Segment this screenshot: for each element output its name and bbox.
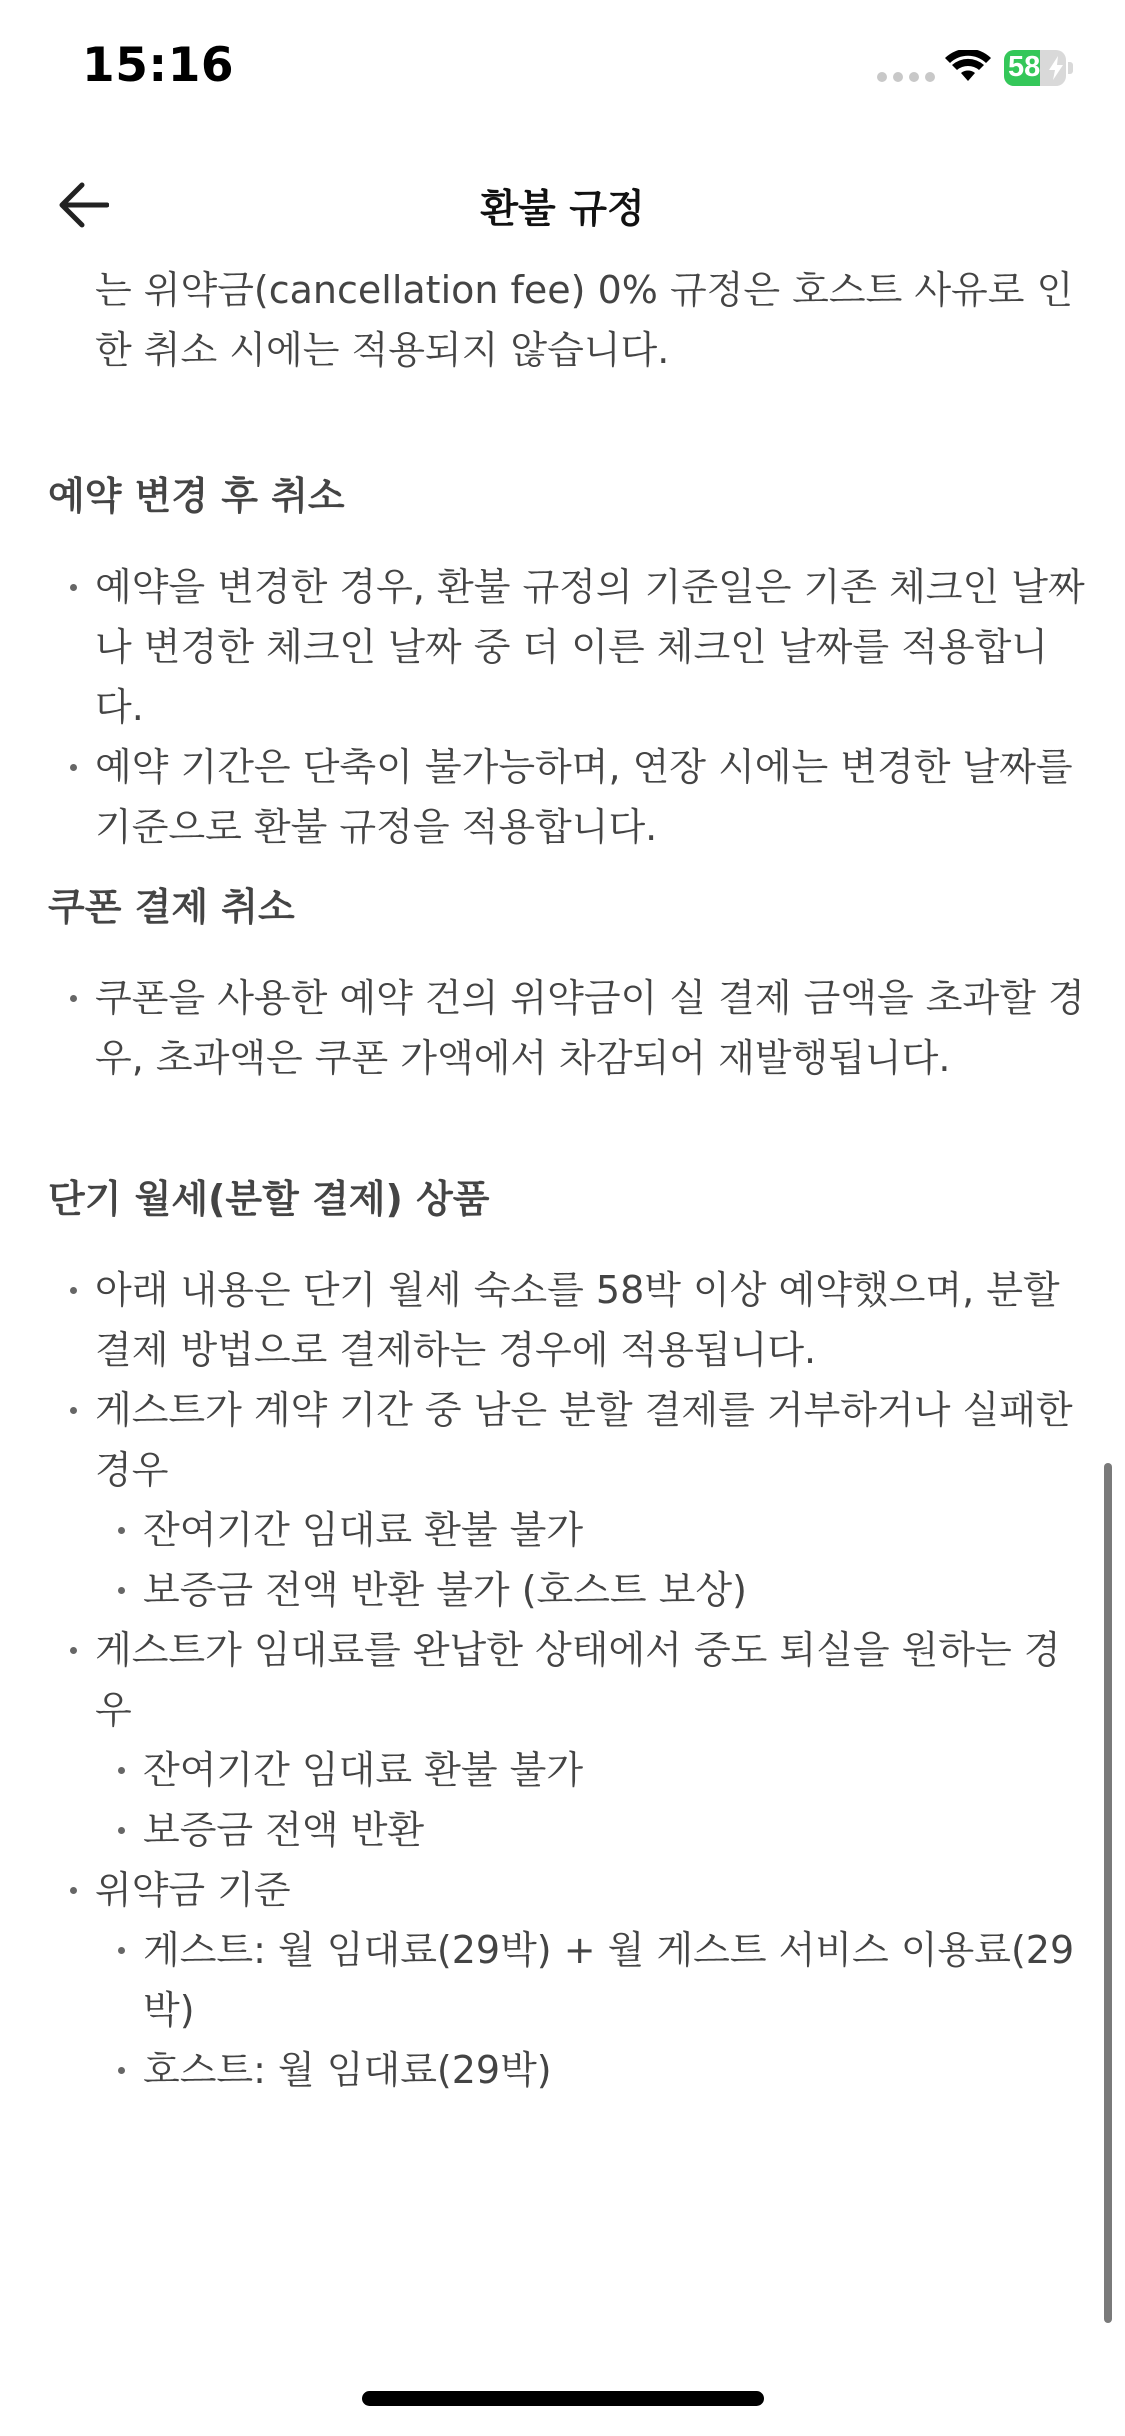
home-indicator[interactable] [362,2391,764,2406]
bullet-list [0,557,1125,857]
bolt-icon [1048,56,1064,80]
bullet-list [0,968,1125,1088]
sub-list-item: 호스트: 월 임대료(29박) [0,2040,1125,2100]
battery-charging-icon [1004,50,1074,86]
list-item: 게스트가 계약 기간 중 남은 분할 결제를 거부하거나 실패한 경우 [0,1380,1125,1500]
battery-percentage: 58 [1008,51,1041,83]
wifi-icon [944,50,992,84]
sub-list-item: 보증금 전액 반환 불가 (호스트 보상) [0,1560,1125,1620]
list-item: 예약을 변경한 경우, 환불 규정의 기준일은 기존 체크인 날짜나 변경한 체크인 날짜 중 더 이른 체크인 날짜를 적용합니다. [0,557,1125,737]
sub-list-item: 잔여기간 임대료 환불 불가 [0,1500,1125,1560]
signal-dots-icon [877,72,935,82]
section-title: 예약 변경 후 취소 [48,474,345,518]
status-time: 15:16 [82,38,235,93]
section-title: 쿠폰 결제 취소 [48,885,295,929]
sub-list-item: 게스트: 월 임대료(29박) + 월 게스트 서비스 이용료(29박) [0,1920,1125,2040]
list-item: 게스트가 임대료를 완납한 상태에서 중도 퇴실을 원하는 경우 [0,1620,1125,1740]
list-item: 예약 기간은 단축이 불가능하며, 연장 시에는 변경한 날짜를 기준으로 환불 규정을 적용합니다. [0,737,1125,857]
intro-paragraph: 는 위약금(cancellation fee) 0% 규정은 호스트 사유로 인한 취소 시에는 적용되지 않습니다. [95,268,1074,372]
sub-list-item: 보증금 전액 반환 [0,1800,1125,1860]
status-bar [0,0,1125,135]
navigation-bar [0,150,1125,260]
section-title: 단기 월세(분할 결제) 상품 [48,1177,490,1221]
list-item: 쿠폰을 사용한 예약 건의 위약금이 실 결제 금액을 초과할 경우, 초과액은 쿠폰 가액에서 차감되어 재발행됩니다. [0,968,1125,1088]
sub-list-item: 잔여기간 임대료 환불 불가 [0,1740,1125,1800]
list-item: 아래 내용은 단기 월세 숙소를 58박 이상 예약했으며, 분할 결제 방법으로 결제하는 경우에 적용됩니다. [0,1260,1125,1380]
list-item: 위약금 기준 [0,1860,1125,1920]
refund-policy-content[interactable] [0,260,1125,2360]
scrollbar[interactable] [1104,1463,1112,2323]
page-title: 환불 규정 [480,187,645,232]
bullet-list [0,1260,1125,2100]
